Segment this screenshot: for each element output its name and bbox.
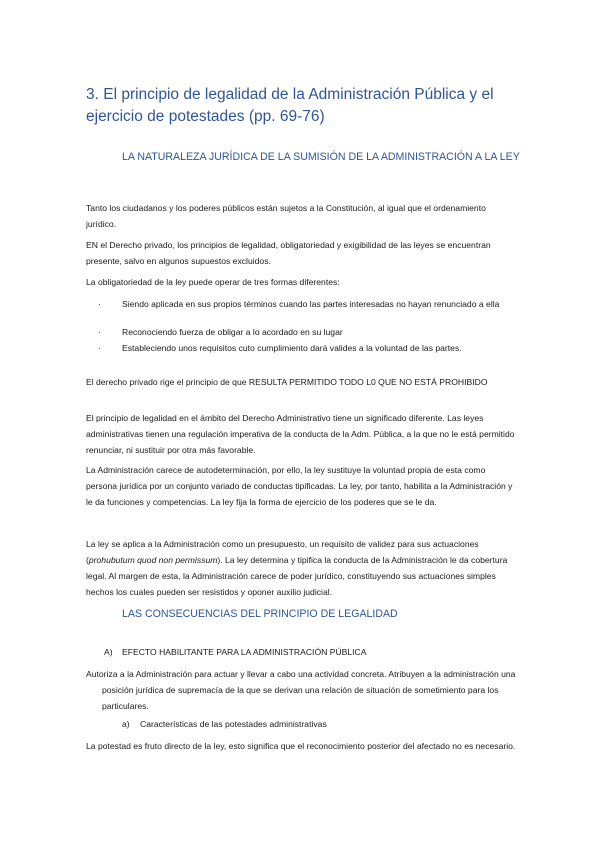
section-heading-naturaleza: LA NATURALEZA JURÍDICA DE LA SUMISIÓN DE LA ADMINISTRACIÓN A LA LEY	[122, 151, 520, 163]
paragraph-7-text-after: ). La ley determina y tipifica la conducta de la Administración le da cobertura legal. Al margen de esta, la Administración carece de poder jurídico, constituyendo sus actuaciones simples hechos los cuales pueden ser resistidos y oponer auxilio judicial.	[86, 555, 508, 597]
latin-phrase: prohubutum quod non permissum	[88, 555, 218, 565]
subheading-marker: A)	[104, 647, 113, 657]
bullet-marker: ·	[98, 299, 101, 309]
bullet-marker: ·	[98, 327, 101, 337]
paragraph-7-text-before: La ley se aplica a la Administración como un presupuesto, un requisito de validez para sus actuaciones (	[86, 539, 479, 565]
paragraph-6: La Administración carece de autodeterminación, por ello, la ley sustituye la voluntad propia de esta como persona jurídica por un conjunto variado de conductas tipificadas. La ley, por tanto, habilita a la Administración y le da funciones y competencias. La ley fija la forma de ejercicio de los poderes que se le da.	[86, 465, 513, 507]
subheading-marker: a)	[122, 719, 130, 729]
paragraph-9: La potestad es fruto directo de la ley, esto significa que el reconocimiento posterior del afectado no es necesario.	[86, 741, 516, 751]
paragraph-5: El principio de legalidad en el ámbito del Derecho Administrativo tiene un significado diferente. Las leyes administrativas tienen una regulación imperativa de la conducta de la Adm. Pública, a la que no le está permitido renunciar, ni sustituir por otra más favorable.	[86, 413, 515, 455]
paragraph-8: Autoriza a la Administración para actuar y llevar a cabo una actividad concreta. Atribuyen a la administración una posición jurídica de supremacía de la que se derivan una relación de situación de sometimiento para los particulares.	[86, 669, 516, 711]
paragraph-7	[86, 536, 518, 600]
document-title: 3. El principio de legalidad de la Administración Pública y el ejercicio de potestades (pp. 69-76)	[86, 86, 494, 125]
paragraph-4: El derecho privado rige el principio de que RESULTA PERMITIDO TODO L0 QUE NO ESTÁ PROHIBIDO	[86, 377, 488, 387]
paragraph-3: La obligatoriedad de la ley puede operar de tres formas diferentes:	[86, 277, 340, 287]
list-item: Estableciendo unos requisitos cuto cumplimiento dará valides a la voluntad de las partes.	[122, 343, 462, 353]
paragraph-2: EN el Derecho privado, los principios de legalidad, obligatoriedad y exigibilidad de las leyes se encuentran presente, salvo en algunos supuestos excluidos.	[86, 240, 491, 266]
list-item: Reconociendo fuerza de obligar a lo acordado en su lugar	[122, 327, 343, 337]
subheading-efecto-habilitante: EFECTO HABILITANTE PARA LA ADMINISTRACIÓN PÚBLICA	[122, 647, 367, 657]
subheading-caracteristicas: Características de las potestades administrativas	[140, 719, 327, 729]
paragraph-1: Tanto los ciudadanos y los poderes públicos están sujetos a la Constitución, al igual que el ordenamiento jurídico.	[86, 203, 486, 229]
section-heading-consecuencias: LAS CONSECUENCIAS DEL PRINCIPIO DE LEGALIDAD	[122, 608, 398, 620]
bullet-marker: ·	[98, 343, 101, 353]
list-item: Siendo aplicada en sus propios términos cuando las partes interesadas no hayan renunciado a ella	[122, 299, 500, 309]
